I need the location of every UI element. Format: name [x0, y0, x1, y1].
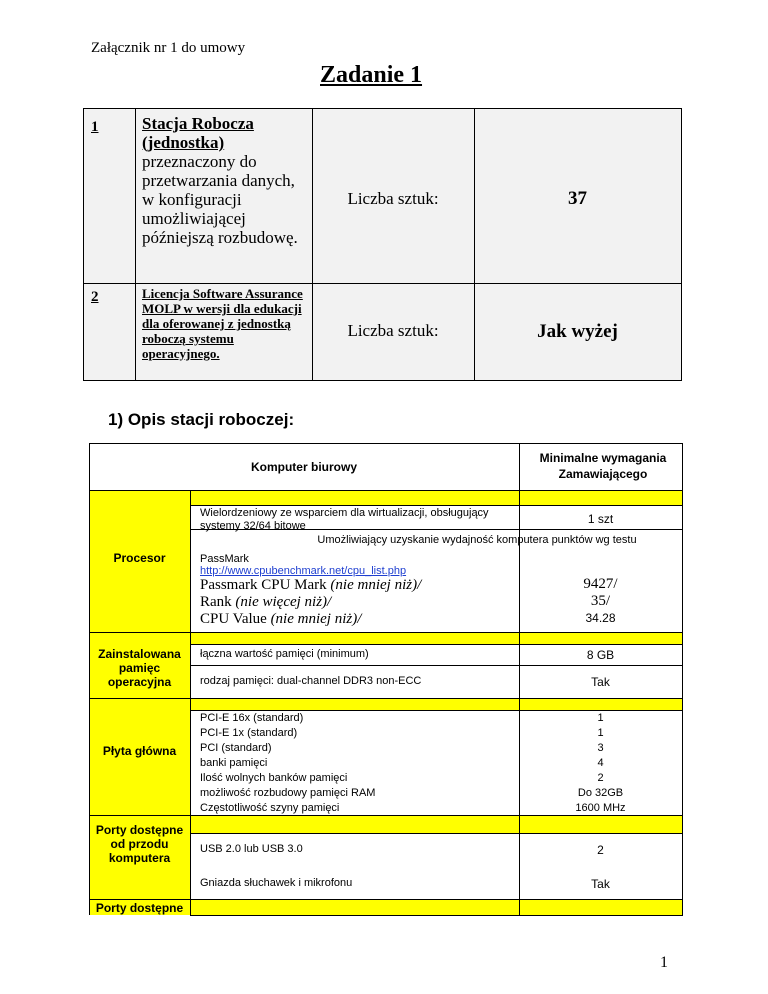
board-row-value: 2	[597, 772, 604, 784]
memory-row-value: Tak	[591, 675, 610, 689]
passmark-label: PassMark	[200, 553, 249, 565]
cpu-value-qualifier: (nie mniej niż)/	[270, 611, 362, 627]
cpu-mark-qualifier: (nie mniej niż)/	[330, 577, 422, 593]
task-number: 2	[91, 289, 99, 305]
memory-row-name: łączna wartość pamięci (minimum)	[200, 648, 369, 660]
procesor-desc-value: 1 szt	[587, 512, 614, 526]
board-names	[200, 711, 375, 816]
board-row-name: banki pamięci	[200, 757, 268, 769]
cpu-metrics	[200, 577, 421, 628]
front-ports-row-name: Gniazda słuchawek i mikrofonu	[200, 877, 353, 889]
task-number: 1	[91, 119, 99, 135]
qty-label: Liczba sztuk:	[347, 321, 439, 340]
col-header-right: Minimalne wymagania Zamawiającego	[539, 451, 667, 481]
board-row-name: Ilość wolnych banków pamięci	[200, 772, 348, 784]
memory-row-name: rodzaj pamięci: dual-channel DDR3 non-ECC	[200, 675, 422, 687]
row-label-front-ports: Porty dostępne od przodu komputera	[95, 823, 184, 865]
rank-value: 35/	[590, 593, 611, 609]
page-title: Zadanie 1	[320, 62, 423, 88]
board-row-name: PCI (standard)	[200, 742, 272, 754]
row-label-board: Płyta główna	[102, 744, 177, 758]
task-name-bold: Stacja Robocza (jednostka)	[142, 114, 254, 152]
cpu-value-value: 34.28	[585, 611, 616, 625]
front-ports-row-value: Tak	[591, 877, 610, 891]
passmark-link[interactable]: http://www.cpubenchmark.net/cpu_list.php	[200, 565, 407, 577]
board-row-name: PCI-E 1x (standard)	[200, 727, 298, 739]
spec-table	[89, 443, 683, 915]
row-label-memory: Zainstalowana pamięc operacyjna	[98, 647, 181, 689]
qty-value: 37	[568, 188, 587, 209]
board-row-value: 1	[597, 727, 604, 739]
attachment-note: Załącznik nr 1 do umowy	[91, 40, 246, 56]
front-ports-row-value: 2	[597, 843, 604, 857]
board-row-value: 1	[597, 712, 604, 724]
procesor-desc: Wielordzeniowy ze wsparciem dla wirtualizacji, obsługujący systemy 32/64 bitowe	[200, 507, 489, 532]
procesor-note: Umożliwiający uzyskanie wydajność komputera punktów wg testu	[317, 534, 637, 546]
board-row-value: 1600 MHz	[575, 802, 626, 814]
qty-label: Liczba sztuk:	[347, 189, 439, 208]
row-label-ports: Porty dostępne	[95, 901, 184, 915]
tasks-table	[83, 108, 682, 381]
task-name-rest: przeznaczony do przetwarzania danych, w konfiguracji umożliwiającej późniejszą rozbudowę.	[142, 152, 298, 247]
task-name-bold: Licencja Software Assurance MOLP w wersji dla edukacji dla oferowanej z jednostką roboczą systemu operacyjnego.	[142, 286, 303, 361]
cpu-mark-label: Passmark CPU Mark	[200, 577, 327, 593]
cpu-mark-value: 9427/	[583, 576, 618, 592]
qty-value: Jak wyżej	[537, 321, 618, 342]
rank-qualifier: (nie więcej niż)/	[235, 594, 332, 610]
memory-row-value: 8 GB	[586, 648, 615, 662]
board-row-value: 3	[597, 742, 604, 754]
board-row-name: Częstotliwość szyny pamięci	[200, 802, 340, 814]
cpu-value-label: CPU Value	[200, 611, 267, 627]
section-title: 1) Opis stacji roboczej:	[108, 410, 295, 429]
rank-label: Rank	[200, 594, 232, 610]
front-ports-row-name: USB 2.0 lub USB 3.0	[200, 843, 303, 855]
board-row-name: PCI-E 16x (standard)	[200, 712, 304, 724]
board-values	[519, 711, 682, 816]
task-name	[142, 114, 307, 247]
board-row-value: 4	[597, 757, 604, 769]
page-number: 1	[660, 954, 668, 971]
col-header-left: Komputer biurowy	[250, 460, 357, 474]
board-row-name: możliwość rozbudowy pamięci RAM	[200, 787, 376, 799]
row-label-procesor: Procesor	[113, 551, 166, 565]
board-row-value: Do 32GB	[577, 787, 624, 799]
